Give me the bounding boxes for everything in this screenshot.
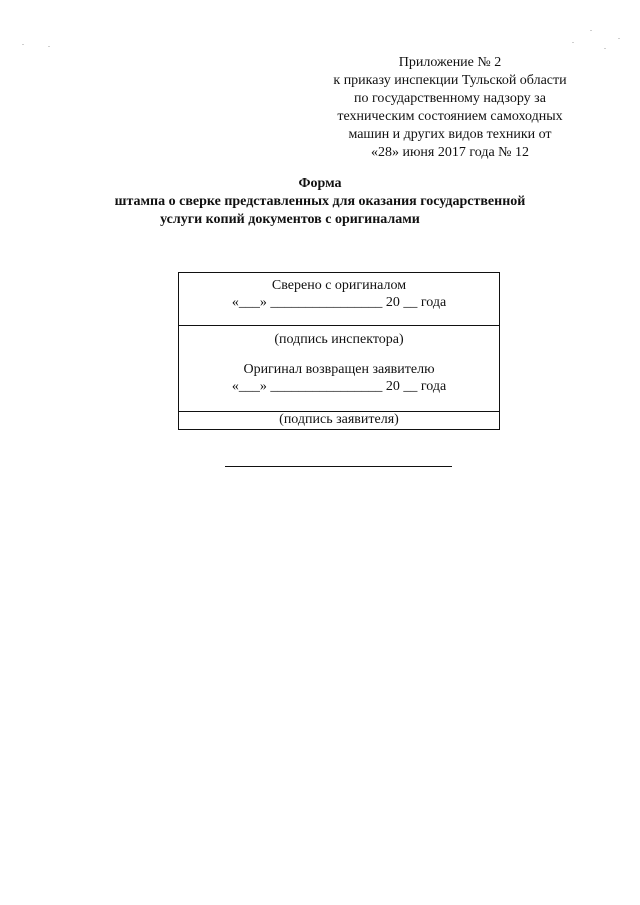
appendix-header bbox=[300, 54, 600, 162]
inspector-signature-caption: (подпись инспектора) bbox=[274, 332, 404, 347]
form-title bbox=[100, 175, 540, 229]
stamp-applicant-section bbox=[179, 412, 499, 429]
form-subtitle-line-2: услуги копий документов с оригиналами bbox=[160, 212, 420, 227]
scan-speckle bbox=[618, 38, 620, 39]
scan-speckle bbox=[604, 48, 606, 49]
form-heading: Форма bbox=[298, 176, 342, 191]
form-subtitle-line-1: штампа о сверке представленных для оказания государственной bbox=[114, 194, 526, 209]
appendix-line: к приказу инспекции Тульской области bbox=[333, 73, 567, 88]
appendix-line: техническим состоянием самоходных bbox=[337, 109, 563, 124]
returned-label: Оригинал возвращен заявителю bbox=[243, 362, 435, 377]
closing-rule bbox=[225, 466, 452, 467]
verified-date-line: «___» ________________ 20 __ года bbox=[231, 295, 447, 310]
applicant-signature-caption: (подпись заявителя) bbox=[279, 412, 399, 427]
stamp-returned-section bbox=[179, 326, 499, 412]
appendix-line: Приложение № 2 bbox=[398, 55, 502, 70]
scan-speckle bbox=[590, 30, 592, 31]
verification-stamp bbox=[178, 272, 500, 430]
verified-label: Сверено с оригиналом bbox=[271, 278, 407, 293]
appendix-line: машин и других видов техники от bbox=[348, 127, 552, 142]
scan-speckle bbox=[22, 44, 24, 45]
appendix-line: «28» июня 2017 года № 12 bbox=[370, 145, 530, 160]
stamp-verified-section bbox=[179, 273, 499, 326]
scan-speckle bbox=[48, 46, 50, 47]
scan-speckle bbox=[572, 42, 574, 43]
appendix-line: по государственному надзору за bbox=[354, 91, 546, 106]
returned-date-line: «___» ________________ 20 __ года bbox=[231, 379, 447, 394]
